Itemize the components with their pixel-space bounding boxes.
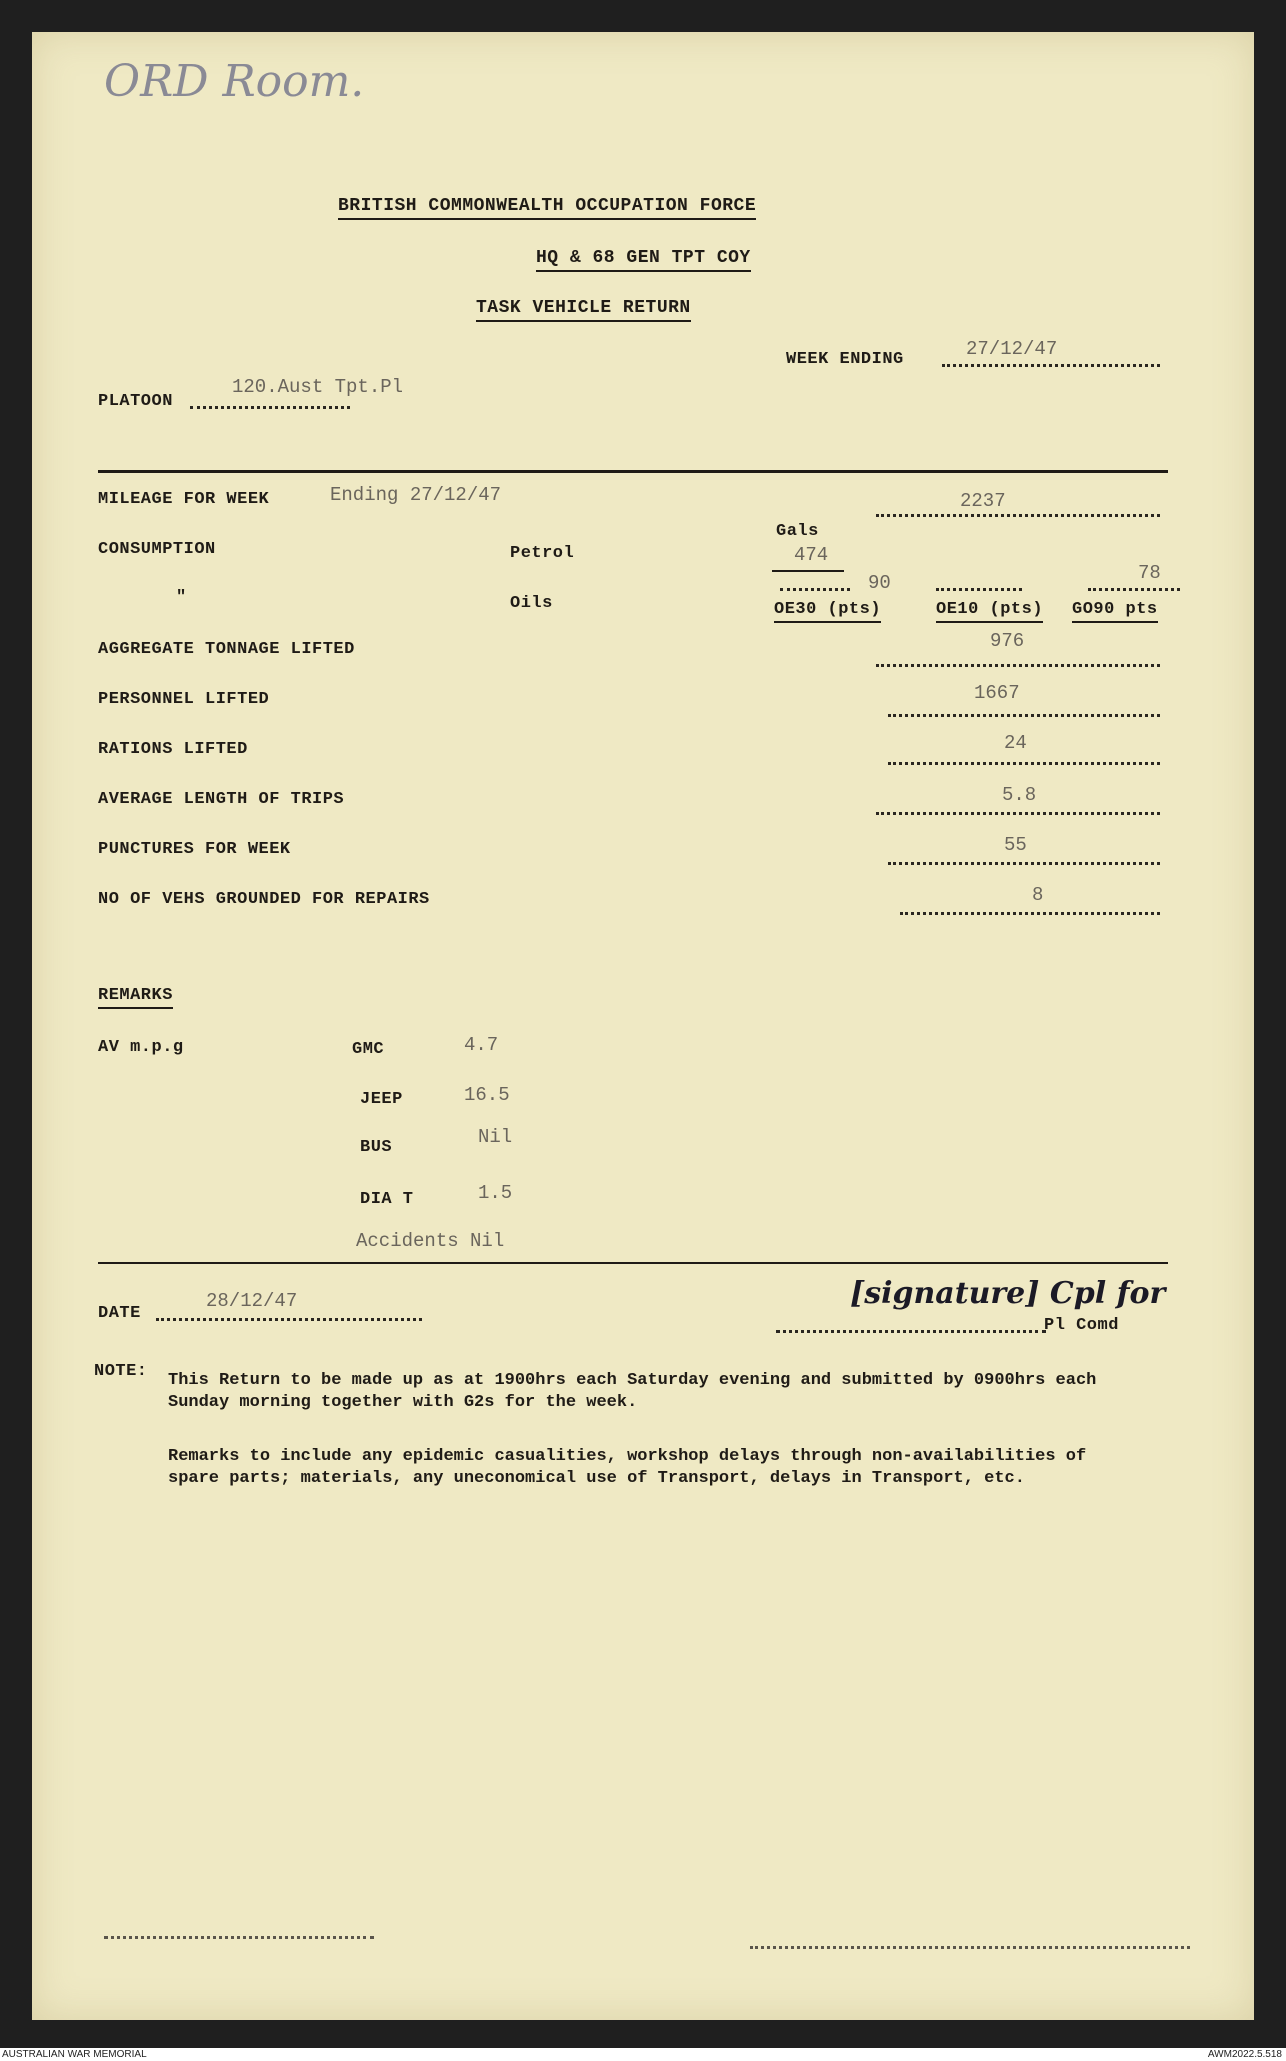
mileage-dots (876, 514, 1160, 517)
row-label: PERSONNEL LIFTED (98, 690, 270, 709)
consumption-label: CONSUMPTION (98, 540, 216, 559)
platoon-value: 120.Aust Tpt.Pl (232, 376, 404, 398)
oil-1-value: 90 (868, 572, 891, 594)
footer-accession: AWM2022.5.518 (1207, 2049, 1282, 2060)
row-dots (888, 862, 1160, 865)
date-label: DATE (98, 1304, 141, 1323)
oil-1-dots (780, 588, 850, 591)
row-label: RATIONS LIFTED (98, 740, 248, 759)
note-paragraph-1: This Return to be made up as at 1900hrs each Saturday evening and submitted by 0900hrs each Sunday morning together with G2s for the week. (168, 1371, 1097, 1412)
mileage-value: 2237 (960, 490, 1006, 512)
signature-image: [signature] Cpl for (850, 1276, 1166, 1311)
mileage-note: Ending 27/12/47 (330, 484, 502, 506)
row-value: 1667 (974, 682, 1020, 704)
row-value: 24 (1004, 732, 1027, 754)
petrol-value: 474 (794, 544, 829, 566)
avg-mpg-label: AV m.p.g (98, 1038, 184, 1057)
petrol-label: Petrol (510, 544, 575, 563)
footer-strip (0, 2048, 1286, 2061)
row-value: 976 (990, 630, 1025, 652)
note-label: NOTE: (94, 1362, 148, 1381)
date-dots (156, 1318, 422, 1321)
signature-role: Pl Comd (1044, 1316, 1119, 1335)
mileage-label: MILEAGE FOR WEEK (98, 490, 270, 509)
oil-2-dots (936, 588, 1022, 591)
row-dots (900, 912, 1160, 915)
week-ending-value: 27/12/47 (966, 338, 1058, 360)
accidents-remark: Accidents Nil (356, 1230, 505, 1252)
row-value: 5.8 (1002, 784, 1037, 806)
vehicle-mpg: 16.5 (464, 1084, 510, 1106)
row-dots (888, 714, 1160, 717)
gals-label: Gals (776, 522, 819, 541)
footer-credit: AUSTRALIAN WAR MEMORIAL (2, 2049, 147, 2060)
bottom-rule (98, 1262, 1168, 1264)
document-paper (32, 32, 1254, 2020)
row-label: NO OF VEHS GROUNDED FOR REPAIRS (98, 890, 430, 909)
row-label: AVERAGE LENGTH OF TRIPS (98, 790, 345, 809)
vehicle-type: DIA T (360, 1190, 414, 1209)
header-line-1: BRITISH COMMONWEALTH OCCUPATION FORCE (338, 196, 756, 220)
vehicle-type: GMC (352, 1040, 385, 1059)
row-value: 55 (1004, 834, 1027, 856)
platoon-dots (190, 406, 350, 409)
faint-mark-left (104, 1936, 374, 1939)
header-line-3: TASK VEHICLE RETURN (476, 298, 691, 322)
platoon-label: PLATOON (98, 392, 173, 411)
week-ending-label: WEEK ENDING (786, 350, 904, 369)
row-dots (888, 762, 1160, 765)
vehicle-mpg: 1.5 (478, 1182, 513, 1204)
oils-label: Oils (510, 594, 553, 613)
row-dots (876, 664, 1160, 667)
row-dots (876, 812, 1160, 815)
petrol-underline (772, 570, 844, 572)
oil-3-grade: GO90 pts (1072, 600, 1158, 623)
note-paragraph-2: Remarks to include any epidemic casualities, workshop delays through non-availabilities of spare parts; materials, any uneconomical use of Transport, delays in Transport, etc. (168, 1447, 1087, 1488)
vehicle-mpg: Nil (478, 1126, 513, 1148)
date-value: 28/12/47 (206, 1290, 298, 1312)
signature-dots (776, 1330, 1046, 1333)
vehicle-mpg: 4.7 (464, 1034, 499, 1056)
header-line-2: HQ & 68 GEN TPT COY (536, 248, 751, 272)
row-value: 8 (1032, 884, 1044, 906)
oil-3-dots (1088, 588, 1180, 591)
handwritten-heading: ORD Room. (104, 56, 365, 107)
week-ending-dots (942, 364, 1160, 367)
oil-3-value: 78 (1138, 562, 1161, 584)
faint-mark-right (750, 1946, 1190, 1949)
vehicle-type: BUS (360, 1138, 393, 1157)
oil-2-grade: OE10 (pts) (936, 600, 1043, 623)
top-rule (98, 470, 1168, 473)
row-label: AGGREGATE TONNAGE LIFTED (98, 640, 355, 659)
consumption-ditto: " (176, 588, 187, 607)
remarks-label: REMARKS (98, 986, 173, 1009)
row-label: PUNCTURES FOR WEEK (98, 840, 291, 859)
vehicle-type: JEEP (360, 1090, 403, 1109)
oil-1-grade: OE30 (pts) (774, 600, 881, 623)
